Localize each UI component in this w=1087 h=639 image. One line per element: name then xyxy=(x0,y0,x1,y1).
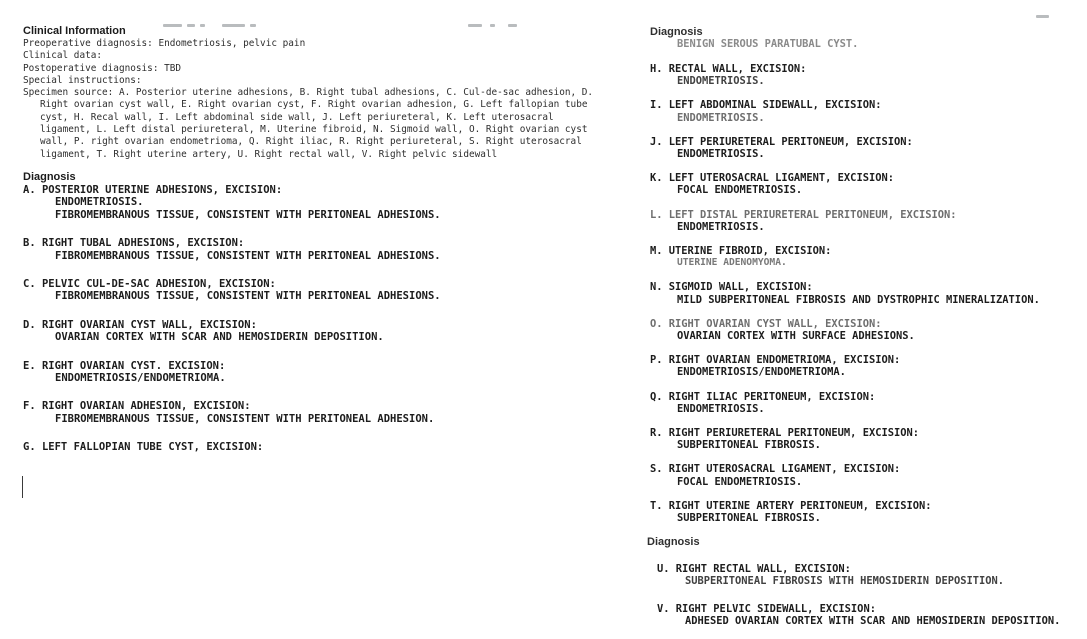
diagnosis-item-label: J. LEFT PERIURETERAL PERITONEUM, EXCISION: xyxy=(650,135,913,148)
diagnosis-finding: MILD SUBPERITONEAL FIBROSIS AND DYSTROPHIC MINERALIZATION. xyxy=(677,293,1040,306)
text-cursor xyxy=(22,476,23,498)
diagnosis-item-L xyxy=(650,209,1080,233)
diagnosis-item-P xyxy=(650,354,1080,378)
diagnosis-item-K xyxy=(650,172,1080,196)
diagnosis-finding: ENDOMETRIOSIS. xyxy=(55,196,144,209)
diagnosis-item-M xyxy=(650,245,1080,269)
document-edit-area[interactable] xyxy=(23,25,623,470)
diagnosis-item-label: O. RIGHT OVARIAN CYST WALL, EXCISION: xyxy=(650,317,882,330)
diagnosis-block-2 xyxy=(647,536,1080,627)
specimen-source-line: cyst, H. Recal wall, I. Left abdominal side wall, J. Left periureteral, K. Left uterosacral xyxy=(40,111,554,123)
diagnosis-item-E xyxy=(23,360,623,385)
diagnosis-item-G xyxy=(23,441,623,453)
diagnosis-item-label: H. RECTAL WALL, EXCISION: xyxy=(650,63,807,75)
diagnosis-finding: SUBPERITONEAL FIBROSIS. xyxy=(677,512,821,525)
diagnosis-item-label: S. RIGHT UTEROSACRAL LIGAMENT, EXCISION: xyxy=(650,463,901,476)
diagnosis-item-label: M. UTERINE FIBROID, EXCISION: xyxy=(650,245,832,258)
diagnosis-finding: FIBROMEMBRANOUS TISSUE, CONSISTENT WITH PERITONEAL ADHESION. xyxy=(55,412,435,425)
diagnosis-finding: ENDOMETRIOSIS. xyxy=(677,402,765,415)
diagnosis-heading: Diagnosis xyxy=(23,170,76,183)
diagnosis-finding: FIBROMEMBRANOUS TISSUE, CONSISTENT WITH PERITONEAL ADHESIONS. xyxy=(55,249,441,262)
diagnosis-finding: UTERINE ADENOMYOMA. xyxy=(677,257,787,269)
diagnosis-item-label: R. RIGHT PERIURETERAL PERITONEUM, EXCISION: xyxy=(650,427,919,440)
specimen-source-line: wall, P. right ovarian endometrioma, Q. Right iliac, R. Right periureteral, S. Right uterosacral xyxy=(40,136,582,148)
specimen-source-paragraph xyxy=(23,87,623,161)
diagnosis-item-label: I. LEFT ABDOMINAL SIDEWALL, EXCISION: xyxy=(650,99,882,112)
diagnosis-item-label: N. SIGMOID WALL, EXCISION: xyxy=(650,281,813,294)
diagnosis-item-label: F. RIGHT OVARIAN ADHESION, EXCISION: xyxy=(23,400,251,413)
diagnosis-item-U xyxy=(657,563,1080,587)
diagnosis-item-label: P. RIGHT OVARIAN ENDOMETRIOMA, EXCISION: xyxy=(650,354,901,367)
diagnosis-item-C xyxy=(23,278,623,303)
specimen-source-line: ligament, T. Right uterine artery, U. Right rectal wall, V. Right pelvic sidewall xyxy=(40,148,498,160)
postoperative-diagnosis-line: Postoperative diagnosis: TBD xyxy=(23,62,182,74)
diagnosis-finding: ENDOMETRIOSIS/ENDOMETRIOMA. xyxy=(677,366,846,379)
diagnosis-heading: Diagnosis xyxy=(647,536,700,549)
diagnosis-finding: ENDOMETRIOSIS. xyxy=(677,75,765,88)
diagnosis-finding: FIBROMEMBRANOUS TISSUE, CONSISTENT WITH PERITONEAL ADHESIONS. xyxy=(55,290,441,303)
diagnosis-item-T xyxy=(650,500,1080,524)
diagnosis-finding-clipped: BENIGN SEROUS PARATUBAL CYST. xyxy=(677,38,859,48)
clinical-information-heading: Clinical Information xyxy=(23,25,126,37)
diagnosis-finding: FOCAL ENDOMETRIOSIS. xyxy=(677,184,803,197)
diagnosis-finding: SUBPERITONEAL FIBROSIS WITH HEMOSIDERIN DEPOSITION. xyxy=(685,575,1005,588)
diagnosis-item-D xyxy=(23,319,623,344)
document-edit-area[interactable] xyxy=(647,26,1080,637)
diagnosis-item-label: G. LEFT FALLOPIAN TUBE CYST, EXCISION: xyxy=(23,441,264,454)
diagnosis-finding: OVARIAN CORTEX WITH SURFACE ADHESIONS. xyxy=(677,330,915,343)
diagnosis-item-label: L. LEFT DISTAL PERIURETERAL PERITONEUM, EXCISION: xyxy=(650,208,957,221)
diagnosis-finding: ENDOMETRIOSIS. xyxy=(677,111,765,124)
diagnosis-finding: FIBROMEMBRANOUS TISSUE, CONSISTENT WITH PERITONEAL ADHESIONS. xyxy=(55,208,441,221)
clinical-data-line: Clinical data: xyxy=(23,50,103,62)
diagnosis-item-V xyxy=(657,603,1080,627)
specimen-source-line: ligament, L. Left distal periureteral, M. Uterine fibroid, N. Sigmoid wall, O. Right ovarian cyst xyxy=(40,124,588,136)
diagnosis-item-B xyxy=(23,237,623,262)
diagnosis-item-Q xyxy=(650,391,1080,415)
diagnosis-finding: SUBPERITONEAL FIBROSIS. xyxy=(677,439,821,452)
specimen-source-line: Specimen source: A. Posterior uterine adhesions, B. Right tubal adhesions, C. Cul-de-sac adhesion, D. xyxy=(23,87,594,99)
diagnosis-item-I xyxy=(650,99,1080,123)
diagnosis-finding: ENDOMETRIOSIS/ENDOMETRIOMA. xyxy=(55,372,226,385)
diagnosis-item-S xyxy=(650,463,1080,487)
diagnosis-finding: ADHESED OVARIAN CORTEX WITH SCAR AND HEMOSIDERIN DEPOSITION. xyxy=(685,614,1061,627)
diagnosis-finding: OVARIAN CORTEX WITH SCAR AND HEMOSIDERIN DEPOSITION. xyxy=(55,331,384,344)
diagnosis-item-label: K. LEFT UTEROSACRAL LIGAMENT, EXCISION: xyxy=(650,172,894,185)
diagnosis-item-label: U. RIGHT RECTAL WALL, EXCISION: xyxy=(657,563,851,576)
redacted-text-remnant xyxy=(1036,15,1049,18)
diagnosis-item-label: T. RIGHT UTERINE ARTERY PERITONEUM, EXCISION: xyxy=(650,499,932,512)
diagnosis-item-N xyxy=(650,281,1080,305)
diagnosis-item-label: E. RIGHT OVARIAN CYST. EXCISION: xyxy=(23,359,226,372)
diagnosis-item-A xyxy=(23,184,623,221)
diagnosis-item-label: C. PELVIC CUL-DE-SAC ADHESION, EXCISION: xyxy=(23,278,276,290)
diagnosis-item-R xyxy=(650,427,1080,451)
diagnosis-heading: Diagnosis xyxy=(650,26,703,38)
diagnosis-item-label: Q. RIGHT ILIAC PERITONEUM, EXCISION: xyxy=(650,390,876,403)
diagnosis-item-label: D. RIGHT OVARIAN CYST WALL, EXCISION: xyxy=(23,318,257,331)
specimen-source-line: Right ovarian cyst wall, E. Right ovarian cyst, F. Right ovarian adhesion, G. Left fallopian tube xyxy=(40,99,588,111)
diagnosis-finding: ENDOMETRIOSIS. xyxy=(677,148,765,161)
diagnosis-item-J xyxy=(650,136,1080,160)
diagnosis-finding: ENDOMETRIOSIS. xyxy=(677,220,765,233)
special-instructions-line: Special instructions: xyxy=(23,74,142,86)
diagnosis-item-H xyxy=(650,63,1080,87)
diagnosis-item-label: V. RIGHT PELVIC SIDEWALL, EXCISION: xyxy=(657,602,876,615)
diagnosis-item-O xyxy=(650,318,1080,342)
diagnosis-finding: FOCAL ENDOMETRIOSIS. xyxy=(677,475,803,488)
diagnosis-item-label: B. RIGHT TUBAL ADHESIONS, EXCISION: xyxy=(23,237,245,250)
diagnosis-item-label: A. POSTERIOR UTERINE ADHESIONS, EXCISION: xyxy=(23,183,283,196)
preoperative-diagnosis-line: Preoperative diagnosis: Endometriosis, pelvic pain xyxy=(23,38,306,49)
diagnosis-item-F xyxy=(23,400,623,425)
